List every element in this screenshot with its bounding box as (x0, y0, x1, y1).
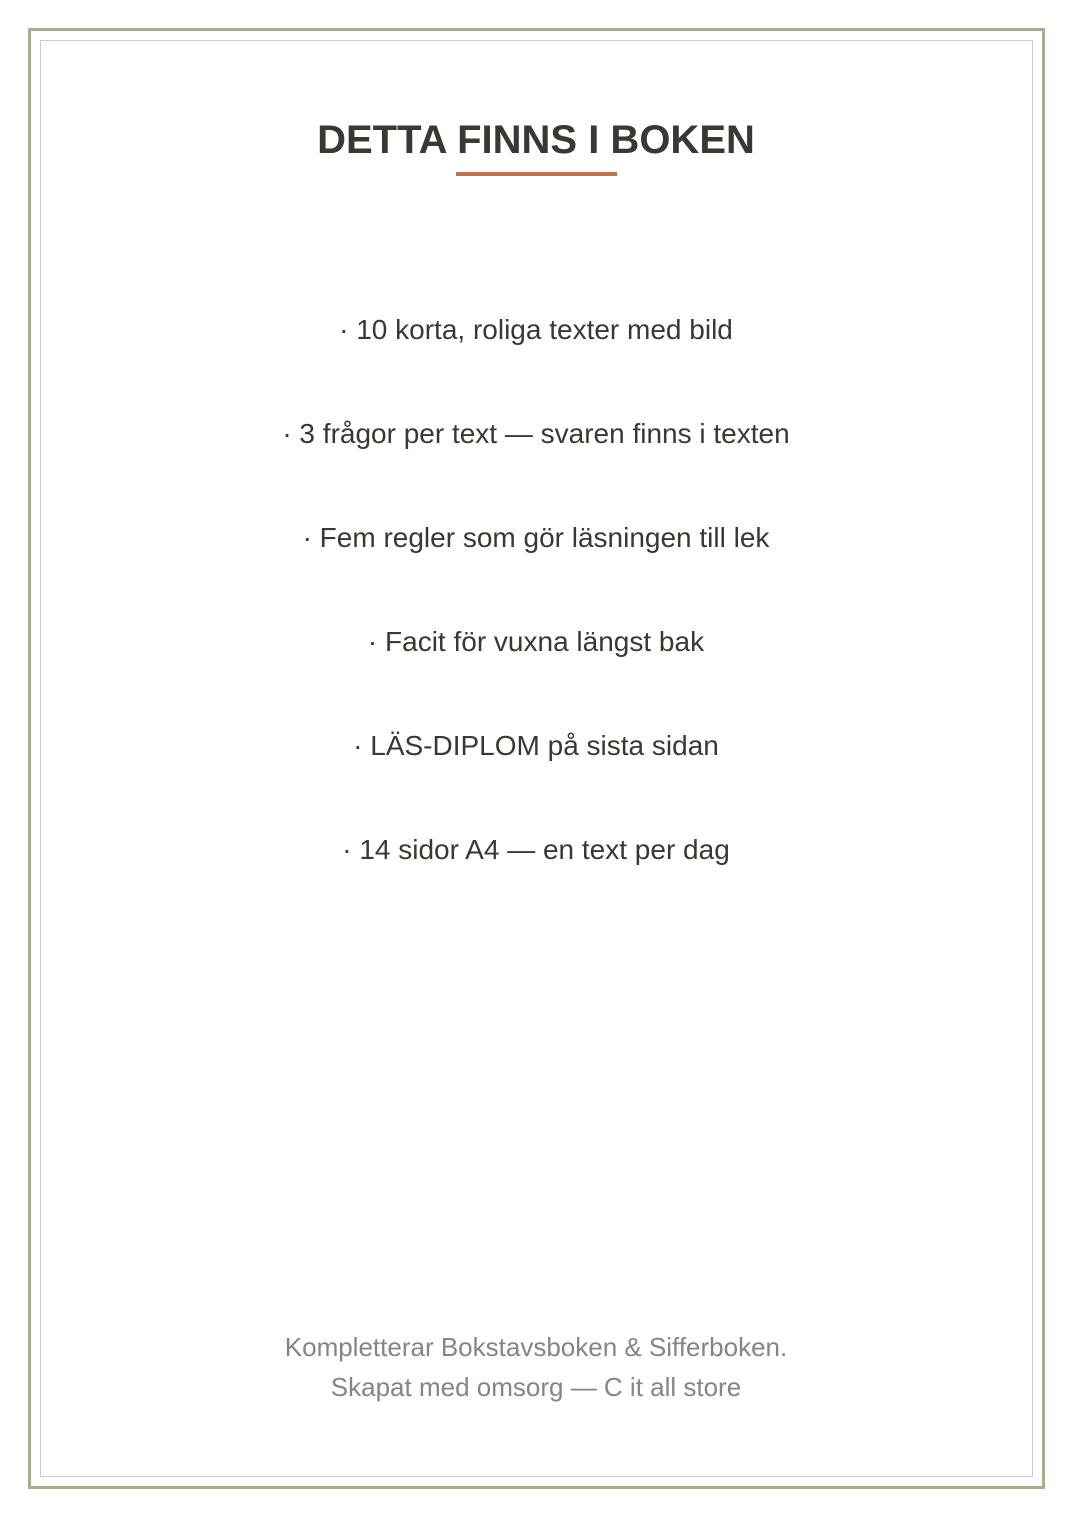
page-title: DETTA FINNS I BOKEN (317, 118, 755, 162)
list-item: · Fem regler som gör läsningen till lek (302, 522, 770, 553)
title-underline (456, 172, 617, 176)
list-item: · LÄS-DIPLOM på sista sidan (353, 730, 719, 761)
list-item: · Facit för vuxna längst bak (367, 626, 705, 657)
list-item: · 14 sidor A4 — en text per dag (342, 834, 730, 865)
footer-text-2: Skapat med omsorg — C it all store (330, 1372, 742, 1402)
list-item: · 3 frågor per text — svaren finns i texten (282, 418, 790, 449)
footer-text-1: Kompletterar Bokstavsboken & Sifferboken. (284, 1332, 788, 1362)
list-item: · 10 korta, roliga texter med bild (339, 314, 733, 345)
